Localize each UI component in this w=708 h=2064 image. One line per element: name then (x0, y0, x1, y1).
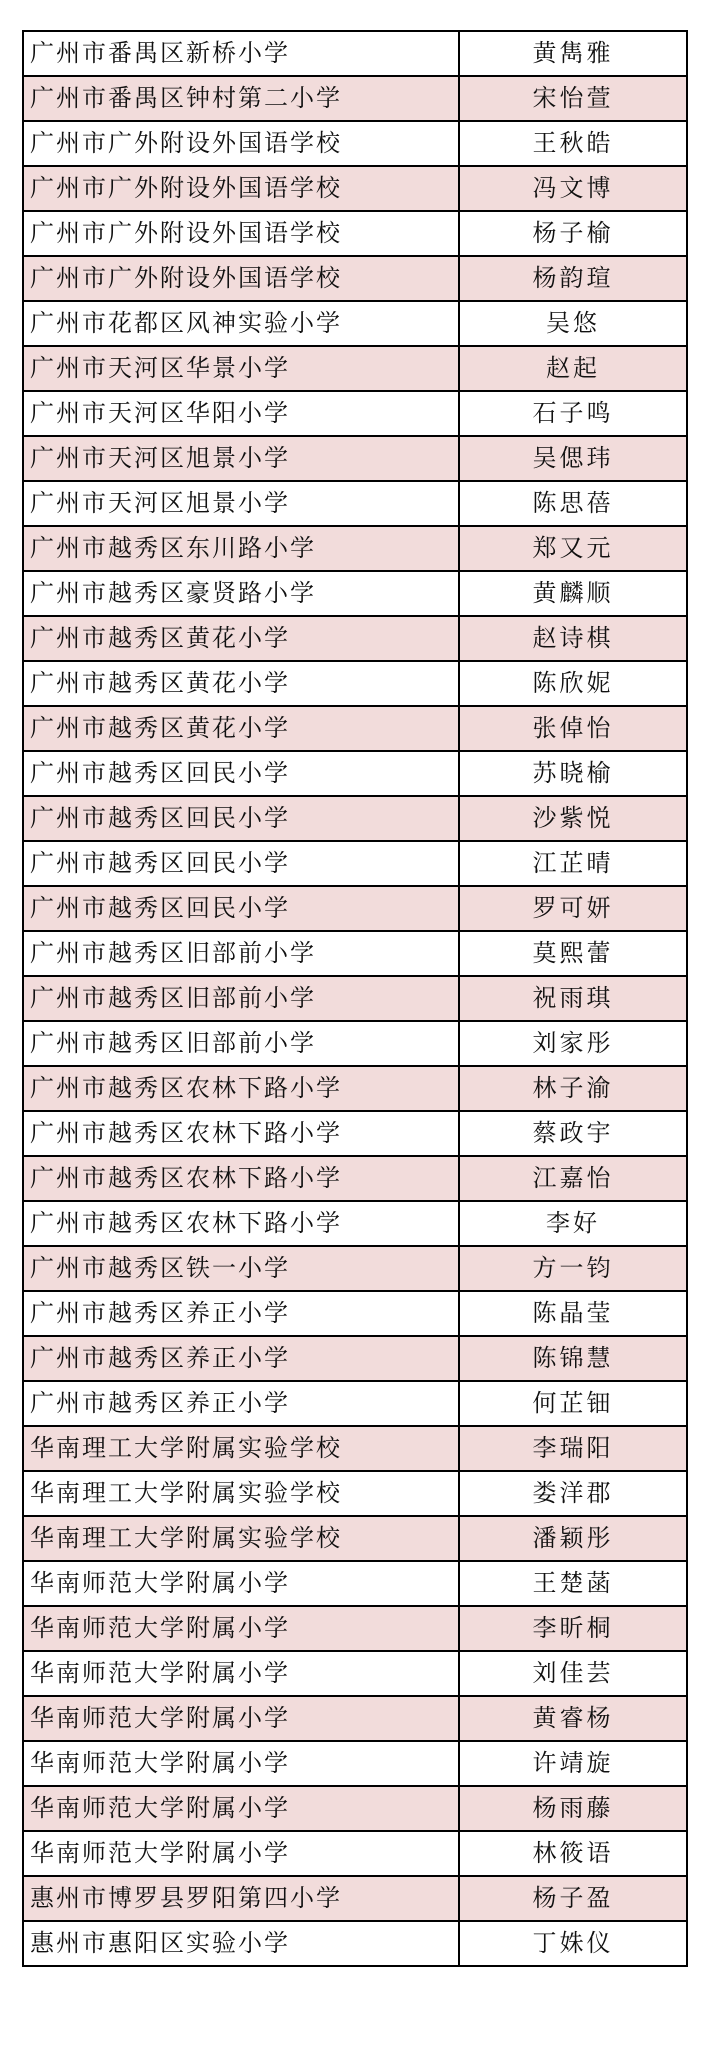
table-row (23, 1111, 687, 1156)
student-name-cell: 赵起 (459, 346, 687, 391)
student-name-cell: 何芷钿 (459, 1381, 687, 1426)
school-cell: 广州市广外附设外国语学校 (23, 256, 459, 301)
school-cell: 广州市越秀区回民小学 (23, 796, 459, 841)
student-name-cell: 陈思蓓 (459, 481, 687, 526)
student-name-cell: 石子鸣 (459, 391, 687, 436)
school-cell: 华南师范大学附属小学 (23, 1831, 459, 1876)
student-name-cell: 许靖旋 (459, 1741, 687, 1786)
student-name-cell: 杨子榆 (459, 211, 687, 256)
student-name-cell: 吴偲玮 (459, 436, 687, 481)
school-cell: 广州市越秀区回民小学 (23, 751, 459, 796)
table-row (23, 346, 687, 391)
school-cell: 广州市天河区华景小学 (23, 346, 459, 391)
table-row (23, 1246, 687, 1291)
school-cell: 广州市越秀区回民小学 (23, 841, 459, 886)
school-cell: 广州市天河区华阳小学 (23, 391, 459, 436)
table-row (23, 1651, 687, 1696)
student-name-cell: 潘颖彤 (459, 1516, 687, 1561)
table-row (23, 121, 687, 166)
table-row (23, 571, 687, 616)
school-cell: 广州市天河区旭景小学 (23, 436, 459, 481)
table-row (23, 1831, 687, 1876)
table-row (23, 211, 687, 256)
student-name-cell: 张倬怡 (459, 706, 687, 751)
school-cell: 广州市越秀区农林下路小学 (23, 1066, 459, 1111)
school-cell: 广州市越秀区农林下路小学 (23, 1201, 459, 1246)
school-cell: 华南师范大学附属小学 (23, 1741, 459, 1786)
school-cell: 广州市越秀区黄花小学 (23, 706, 459, 751)
student-name-cell: 李昕桐 (459, 1606, 687, 1651)
school-cell: 广州市越秀区养正小学 (23, 1381, 459, 1426)
school-cell: 广州市番禺区新桥小学 (23, 31, 459, 76)
school-cell: 广州市花都区风神实验小学 (23, 301, 459, 346)
student-name-cell: 江芷晴 (459, 841, 687, 886)
school-cell: 广州市越秀区农林下路小学 (23, 1156, 459, 1201)
school-cell: 华南师范大学附属小学 (23, 1696, 459, 1741)
student-name-cell: 刘家彤 (459, 1021, 687, 1066)
student-name-cell: 郑又元 (459, 526, 687, 571)
table-row (23, 526, 687, 571)
student-name-cell: 娄洋郡 (459, 1471, 687, 1516)
student-name-cell: 王楚菡 (459, 1561, 687, 1606)
school-cell: 广州市广外附设外国语学校 (23, 211, 459, 256)
student-name-cell: 方一钧 (459, 1246, 687, 1291)
student-name-cell: 陈欣妮 (459, 661, 687, 706)
school-cell: 广州市越秀区回民小学 (23, 886, 459, 931)
student-name-cell: 林筱语 (459, 1831, 687, 1876)
table-row (23, 1876, 687, 1921)
school-cell: 广州市越秀区旧部前小学 (23, 976, 459, 1021)
student-name-cell: 黄麟顺 (459, 571, 687, 616)
student-name-cell: 罗可妍 (459, 886, 687, 931)
table-row (23, 1066, 687, 1111)
student-name-cell: 沙紫悦 (459, 796, 687, 841)
table-row (23, 1516, 687, 1561)
table-row (23, 976, 687, 1021)
school-cell: 惠州市惠阳区实验小学 (23, 1921, 459, 1966)
student-name-cell: 刘佳芸 (459, 1651, 687, 1696)
student-name-cell: 陈晶莹 (459, 1291, 687, 1336)
student-name-cell: 李好 (459, 1201, 687, 1246)
table-row (23, 931, 687, 976)
school-cell: 广州市越秀区豪贤路小学 (23, 571, 459, 616)
school-cell: 惠州市博罗县罗阳第四小学 (23, 1876, 459, 1921)
school-cell: 广州市广外附设外国语学校 (23, 166, 459, 211)
school-cell: 广州市广外附设外国语学校 (23, 121, 459, 166)
student-name-cell: 吴悠 (459, 301, 687, 346)
school-cell: 广州市越秀区黄花小学 (23, 616, 459, 661)
school-cell: 华南师范大学附属小学 (23, 1606, 459, 1651)
student-name-cell: 黄雋雅 (459, 31, 687, 76)
table-row (23, 1696, 687, 1741)
school-cell: 广州市越秀区农林下路小学 (23, 1111, 459, 1156)
table-row (23, 1921, 687, 1966)
table-row (23, 1381, 687, 1426)
student-name-cell: 苏晓榆 (459, 751, 687, 796)
school-cell: 广州市越秀区旧部前小学 (23, 931, 459, 976)
student-name-cell: 赵诗棋 (459, 616, 687, 661)
table-row (23, 1786, 687, 1831)
school-cell: 华南理工大学附属实验学校 (23, 1471, 459, 1516)
table-row (23, 31, 687, 76)
table-row (23, 166, 687, 211)
school-cell: 广州市越秀区铁一小学 (23, 1246, 459, 1291)
student-name-cell: 丁姝仪 (459, 1921, 687, 1966)
table-row (23, 1021, 687, 1066)
school-cell: 广州市番禺区钟村第二小学 (23, 76, 459, 121)
student-name-cell: 杨子盈 (459, 1876, 687, 1921)
school-cell: 广州市越秀区养正小学 (23, 1291, 459, 1336)
school-cell: 广州市天河区旭景小学 (23, 481, 459, 526)
student-name-cell: 杨雨藤 (459, 1786, 687, 1831)
student-name-cell: 江嘉怡 (459, 1156, 687, 1201)
table-row (23, 301, 687, 346)
table-row (23, 391, 687, 436)
student-name-cell: 黄睿杨 (459, 1696, 687, 1741)
table-row (23, 661, 687, 706)
student-name-cell: 李瑞阳 (459, 1426, 687, 1471)
table-row (23, 616, 687, 661)
student-name-cell: 冯文博 (459, 166, 687, 211)
table-row (23, 1156, 687, 1201)
table-row (23, 256, 687, 301)
table-row (23, 1336, 687, 1381)
table-row (23, 706, 687, 751)
student-name-cell: 莫熙蕾 (459, 931, 687, 976)
student-name-cell: 宋怡萱 (459, 76, 687, 121)
table-row (23, 751, 687, 796)
table-row (23, 1561, 687, 1606)
table-row (23, 1291, 687, 1336)
student-name-cell: 杨韵瑄 (459, 256, 687, 301)
school-cell: 广州市越秀区黄花小学 (23, 661, 459, 706)
student-name-cell: 陈锦慧 (459, 1336, 687, 1381)
table-row (23, 76, 687, 121)
school-cell: 华南理工大学附属实验学校 (23, 1516, 459, 1561)
table-row (23, 886, 687, 931)
table-body (23, 31, 687, 1966)
student-name-cell: 蔡政宇 (459, 1111, 687, 1156)
table-row (23, 1471, 687, 1516)
table-row (23, 1741, 687, 1786)
table-row (23, 1201, 687, 1246)
student-name-cell: 王秋皓 (459, 121, 687, 166)
table-row (23, 796, 687, 841)
table-row (23, 436, 687, 481)
student-name-cell: 祝雨琪 (459, 976, 687, 1021)
school-cell: 华南师范大学附属小学 (23, 1561, 459, 1606)
table-row (23, 1426, 687, 1471)
student-name-cell: 林子渝 (459, 1066, 687, 1111)
school-cell: 广州市越秀区旧部前小学 (23, 1021, 459, 1066)
school-cell: 广州市越秀区东川路小学 (23, 526, 459, 571)
school-cell: 华南师范大学附属小学 (23, 1651, 459, 1696)
student-list-table (22, 30, 688, 1967)
table-row (23, 841, 687, 886)
school-cell: 华南师范大学附属小学 (23, 1786, 459, 1831)
school-cell: 华南理工大学附属实验学校 (23, 1426, 459, 1471)
school-cell: 广州市越秀区养正小学 (23, 1336, 459, 1381)
table-row (23, 481, 687, 526)
table-row (23, 1606, 687, 1651)
